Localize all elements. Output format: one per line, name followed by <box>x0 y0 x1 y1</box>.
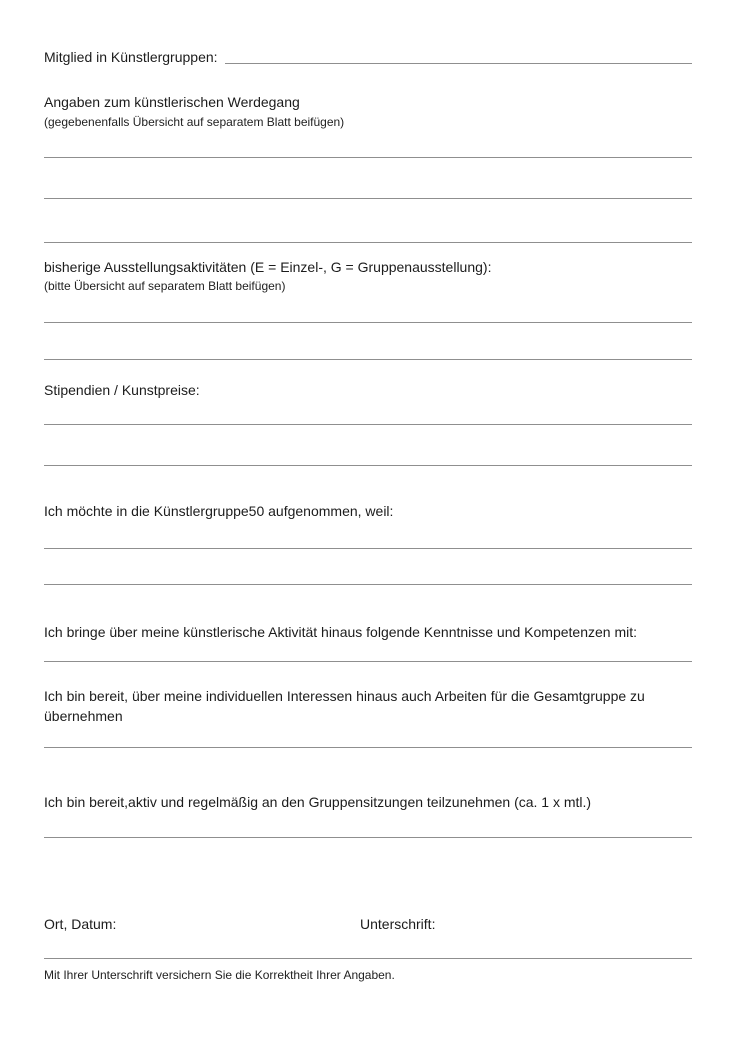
member-groups-blank-line <box>225 63 692 64</box>
place-date-label: Ort, Datum: <box>44 916 117 932</box>
member-groups-label: Mitglied in Künstlergruppen: <box>44 49 218 65</box>
blank-line <box>44 359 692 360</box>
blank-line <box>44 548 692 549</box>
blank-line <box>44 198 692 199</box>
career-heading: Angaben zum künstlerischen Werdegang <box>44 94 300 110</box>
blank-line <box>44 661 692 662</box>
blank-line <box>44 322 692 323</box>
career-note: (gegebenenfalls Übersicht auf separatem Blatt beifügen) <box>44 115 345 129</box>
exhibitions-note: (bitte Übersicht auf separatem Blatt beifügen) <box>44 279 286 293</box>
blank-line <box>44 157 692 158</box>
exhibitions-label: bisherige Ausstellungsaktivitäten (E = Einzel-, G = Gruppenausstellung): <box>44 259 492 275</box>
blank-line <box>44 584 692 585</box>
member-groups-field <box>44 47 692 67</box>
blank-line <box>44 747 692 748</box>
skills-label: Ich bringe über meine künstlerische Aktivität hinaus folgende Kenntnisse und Kompetenzen mit: <box>44 624 638 640</box>
grants-label: Stipendien / Kunstpreise: <box>44 382 200 398</box>
blank-line <box>44 465 692 466</box>
blank-line <box>44 837 692 838</box>
signature-label: Unterschrift: <box>360 916 436 932</box>
blank-line <box>44 242 692 243</box>
footer-note: Mit Ihrer Unterschrift versichern Sie die Korrektheit Ihrer Angaben. <box>44 968 395 982</box>
motivation-label: Ich möchte in die Künstlergruppe50 aufgenommen, weil: <box>44 503 394 519</box>
meetings-label: Ich bin bereit,aktiv und regelmäßig an den Gruppensitzungen teilzunehmen (ca. 1 x mtl.) <box>44 794 592 810</box>
footer-divider-line <box>44 958 692 959</box>
blank-line <box>44 424 692 425</box>
commitment-label: Ich bin bereit, über meine individuellen Interessen hinaus auch Arbeiten für die Gesamtgruppe zu übernehmen <box>44 688 645 725</box>
